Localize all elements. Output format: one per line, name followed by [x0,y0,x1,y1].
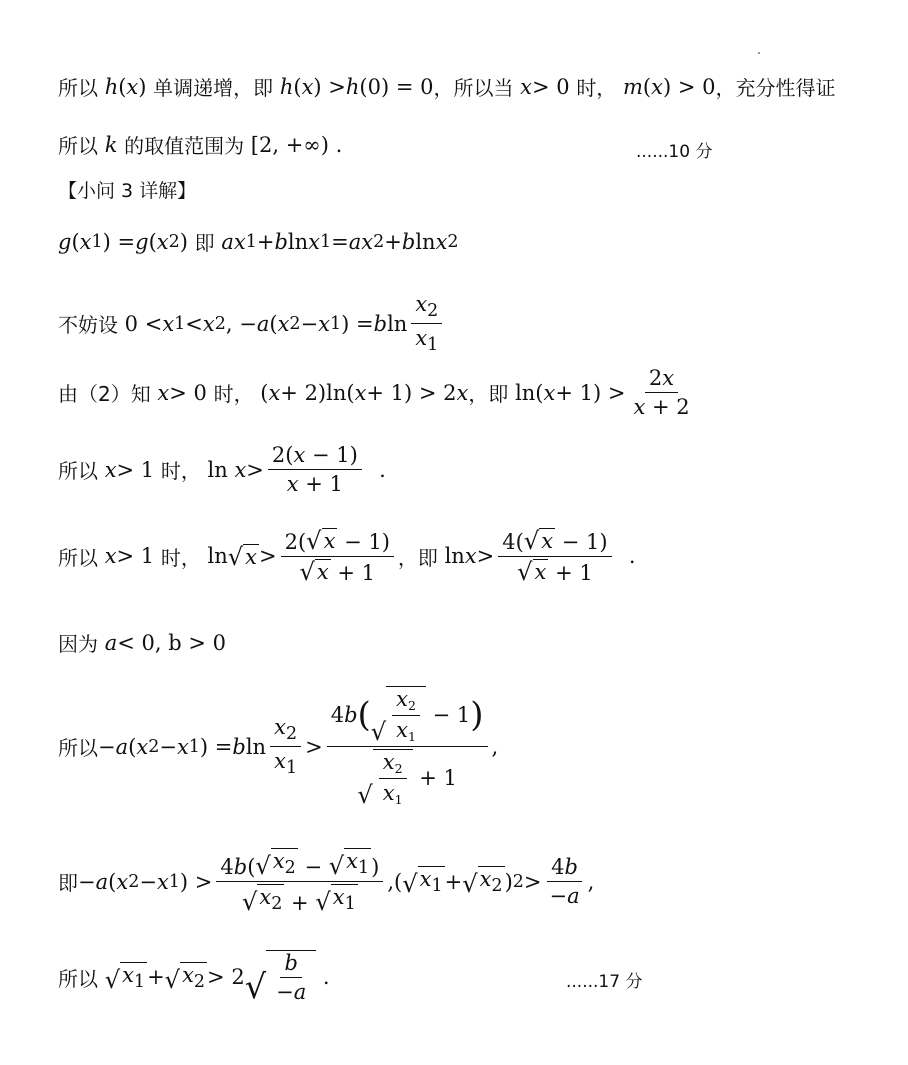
line-4: 不妨设 0 < x 1 < x 2 , − a ( x 2 − x 1 ) = b ln $\frac{x_2}{x_1}$ [58,292,446,355]
line-9: 所以 − a ( x 2 − x 1 ) = b ln $\frac{x_2}{x_1}$ > 4 b ( √ $\frac{x_2}{x_1}$ − 1 ) √ $\frac{x_2}{x_1}$ + 1 , [58,687,499,809]
line-11: 所以 √ $x_1$ + √ $x_2$ > 2 √ $\frac{b}{-a}$ . [58,951,330,1007]
score-10: ......10 分 [636,142,713,162]
line-1: 所以 h ( x ) 单调递增，即 h ( x ) > h (0) = 0 ，所以当 x > 0 时， m ( x ) > 0 ，充分性得证 [58,74,836,100]
line-2: 所以 k 的取值范围为 [2, +∞) . [58,132,343,158]
line-6: 所以 x > 1 时， ln x > $\frac{2(x - 1)}{x + 1}$ . [58,443,386,496]
section-heading: 【小问 3 详解】 [58,180,197,202]
line-8: 因为 a < 0, b > 0 [58,630,226,656]
stray-dot [758,52,760,54]
score-17: ......17 分 [566,972,643,992]
line-3: g ( x 1 ) = g ( x 2 ) 即 ax 1 + b ln x 1 = ax 2 + b ln x 2 [58,229,459,255]
line-10: 即 − a ( x 2 − x 1 ) > 4b( √ $x_2$ − √ $x_1$ ) √ $x_2$ + √ $x_1$ ,( √ $x_1$ + √ $x_2$ ) 2 > $\frac{4b}{-a}$ , [58,849,595,917]
line-5: 由（2）知 x > 0 时， ( x + 2)ln( x + 1) > 2 x ，即 ln( x + 1) > $\frac{2x}{x + 2}$ [58,366,690,419]
line-7: 所以 x > 1 时， ln √ x > 2( √ x − 1) √ x + 1 ，即 ln x > 4( √ x − 1) √ x + 1 . [58,526,636,586]
